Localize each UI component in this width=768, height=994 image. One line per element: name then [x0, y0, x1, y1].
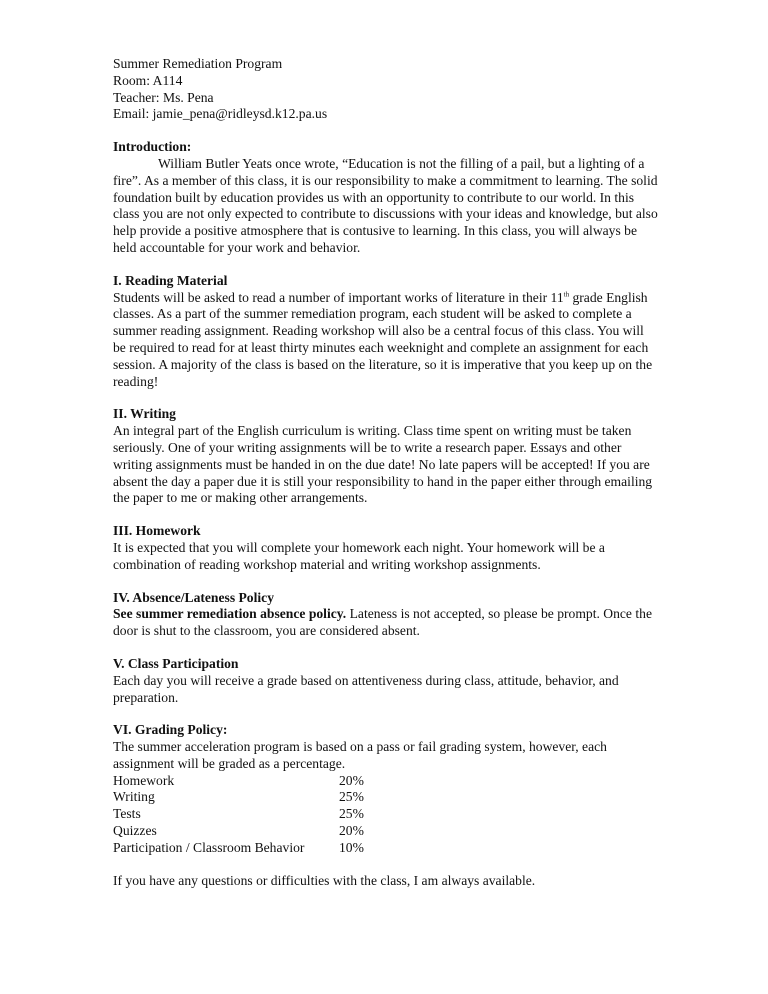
- grade-category: Participation / Classroom Behavior: [113, 839, 305, 855]
- grade-weight: 25%: [339, 806, 364, 822]
- writing-section: [113, 406, 658, 507]
- homework-heading: [113, 523, 658, 540]
- absence-section: [113, 590, 658, 640]
- absence-heading: IV. Absence/Lateness Policy: [113, 589, 274, 605]
- grade-weight: 10%: [339, 839, 364, 855]
- grade-weight: 20%: [339, 823, 364, 839]
- grading-section: [113, 722, 658, 856]
- writing-heading: II. Writing: [113, 406, 176, 422]
- grade-category: Homework: [113, 772, 175, 788]
- table-row: [113, 806, 364, 823]
- grading-heading: VI. Grading Policy:: [113, 722, 228, 738]
- table-row: [113, 840, 364, 857]
- table-row: [113, 773, 364, 790]
- reading-body-start: Students will be asked to read a number of important works of literature in their 11: [113, 289, 564, 305]
- introduction-heading: Introduction:: [113, 139, 192, 155]
- email-line: Email: jamie_pena@ridleysd.k12.pa.us: [113, 106, 328, 122]
- grading-breakdown-table: [113, 773, 364, 857]
- absence-policy-reference: See summer remediation absence policy.: [113, 606, 347, 622]
- closing-statement: If you have any questions or difficulties with the class, I am always available.: [113, 872, 536, 888]
- homework-heading-numeral: III: [113, 523, 129, 539]
- table-row: [113, 789, 364, 806]
- homework-heading-text: . Homework: [128, 523, 201, 539]
- participation-body: Each day you will receive a grade based on attentiveness during class, attitude, behavior, and preparation.: [113, 672, 619, 705]
- homework-section: [113, 523, 658, 573]
- absence-body-text: Lateness is not accepted, so please be prompt. Once the door is shut to the classroom, you are considered absent.: [113, 606, 652, 639]
- reading-body: [113, 290, 658, 391]
- absence-body: [113, 606, 658, 640]
- grade-weight: 25%: [339, 789, 364, 805]
- table-row: [113, 823, 364, 840]
- document-header: [113, 56, 658, 123]
- introduction-section: [113, 139, 658, 257]
- grade-category: Tests: [113, 806, 141, 822]
- program-title: Summer Remediation Program: [113, 56, 283, 71]
- reading-body-end: grade English classes. As a part of the summer remediation program, each student will be asked to complete a summer reading assignment. Reading workshop will also be a central focus of this class. You will be required to read for at least thirty minutes each weeknight and complete an assignment for each session. A majority of the class is based on the literature, so it is imperative that you keep up on the reading!: [113, 289, 653, 389]
- participation-heading: V. Class Participation: [113, 655, 239, 671]
- homework-body: It is expected that you will complete your homework each night. Your homework will be a combination of reading workshop material and writing workshop assignments.: [113, 539, 605, 572]
- grade-weight: 20%: [339, 772, 364, 788]
- grading-body: The summer acceleration program is based on a pass or fail grading system, however, each assignment will be graded as a percentage.: [113, 739, 607, 771]
- room-line: Room: A114: [113, 72, 183, 88]
- reading-heading: I. Reading Material: [113, 272, 228, 288]
- participation-section: [113, 656, 658, 706]
- writing-body: An integral part of the English curriculum is writing. Class time spent on writing must be taken seriously. One of your writing assignments will be to write a research paper. Essays and other writing assignments must be handed in on the due date! No late papers will be accepted! If you are absent the day a paper due it is still your responsibility to hand in the paper either through emailing the paper to me or making other arrangements.: [113, 423, 653, 506]
- grade-category: Quizzes: [113, 823, 157, 839]
- teacher-line: Teacher: Ms. Pena: [113, 89, 214, 105]
- grade-category: Writing: [113, 789, 155, 805]
- introduction-body: William Butler Yeats once wrote, “Education is not the filling of a pail, but a lighting of a fire”. As a member of this class, it is our responsibility to make a commitment to learning. The solid foundation built by education provides us with an opportunity to contribute to our world. In this class you are not only expected to contribute to discussions with your ideas and knowledge, but also help provide a positive atmosphere that is contusive to learning. In this class, you will always be held accountable for your work and behavior.: [113, 155, 658, 255]
- grade-ordinal-superscript: th: [563, 290, 570, 299]
- reading-section: [113, 273, 658, 391]
